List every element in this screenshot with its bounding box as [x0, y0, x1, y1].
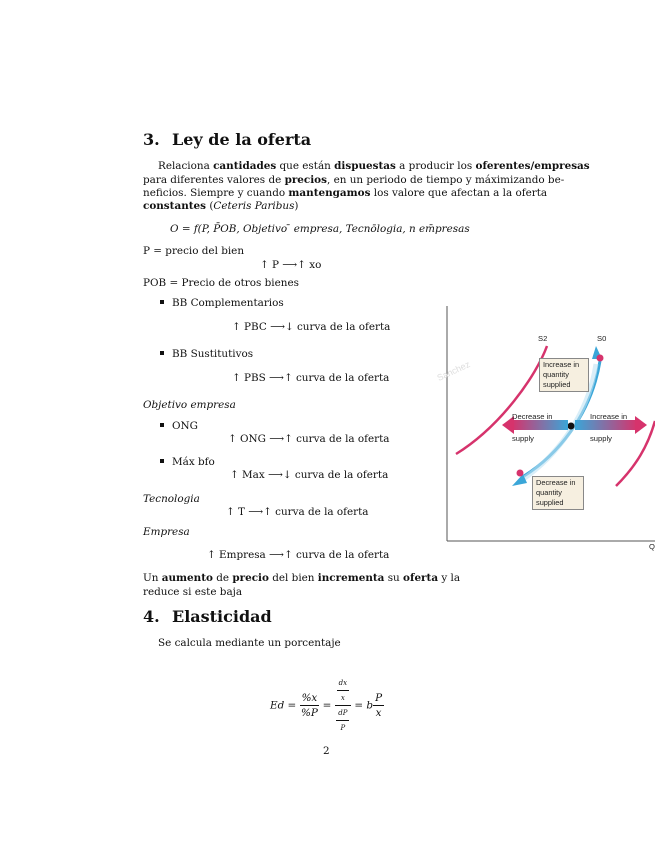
closing-line-2: reduce si este baja — [143, 586, 243, 598]
max-rule: ↑ Max ⟶↓ curva de la oferta — [230, 469, 389, 481]
ong-rule: ↑ ONG ⟶↑ curva de la oferta — [228, 433, 390, 445]
increase-supply-label-1: Increase in — [590, 412, 628, 421]
intro-line-1: Relaciona cantidades que están dispuestas a producir los oferentes/empresas — [158, 160, 590, 172]
decrease-supply-bar — [512, 420, 568, 430]
supply-function-formula: O = f(P, P̄OB, Objetivo ̄ empresa, Tecnōlogia, n em̄presas — [170, 223, 470, 235]
label-s2: S2 — [538, 334, 548, 343]
bullet-sustitutivos: BB Sustitutivos — [160, 347, 253, 361]
pct-fraction: $\frac{\%x}{\%P}$ — [300, 692, 318, 719]
section-4-title: Elasticidad — [172, 607, 272, 626]
bullet-complementarios: BB Complementarios — [160, 296, 284, 310]
intro-line-3: neficios. Siempre y cuando mantengamos los valore que afectan a la oferta — [143, 187, 548, 199]
increase-supply-bar — [575, 420, 637, 430]
other-goods-definition: POB = Precio de otros bienes — [143, 277, 299, 289]
intro-line-2: para diferentes valores de precios, en un periodo de tiempo y máximizando be- — [143, 174, 565, 186]
closing-line-1: Un aumento de precio del bien incrementa su oferta y la — [143, 572, 461, 584]
equilibrium-point — [568, 423, 575, 430]
section-3-title: Ley de la oferta — [172, 130, 312, 149]
derivative-fraction: $\frac{\frac{dx}{x}}{\frac{dP}{P}}$ — [335, 676, 351, 735]
tecnologia-heading: Tecnologia — [143, 493, 200, 505]
supply-shift-figure — [435, 306, 655, 551]
axis-q-label: Q — [649, 542, 655, 551]
bullet-max-bfo: Máx bfo — [160, 455, 215, 469]
supply-diagram — [446, 306, 655, 546]
sustitutivos-rule: ↑ PBS ⟶↑ curva de la oferta — [232, 372, 390, 384]
bullet-ong: ONG — [160, 419, 198, 433]
page-number: 2 — [323, 745, 330, 757]
complementarios-rule: ↑ PBC ⟶↓ curva de la oferta — [232, 321, 391, 333]
section-4-number: 4. — [143, 607, 160, 626]
s0-top-point — [597, 355, 604, 362]
s0-bottom-point — [517, 470, 524, 477]
empresa-heading: Empresa — [143, 526, 190, 538]
increase-supply-label-2: supply — [590, 434, 612, 443]
tecnologia-rule: ↑ T ⟶↑ curva de la oferta — [226, 506, 369, 518]
watermark: Sanchez — [435, 359, 472, 383]
increase-supply-arrowhead — [635, 416, 647, 434]
objetivo-empresa-heading: Objetivo empresa — [143, 399, 236, 411]
section-3-number: 3. — [143, 130, 160, 149]
price-rule: ↑ P ⟶↑ xo — [260, 259, 322, 271]
section-4-intro: Se calcula mediante un porcentaje — [158, 637, 341, 649]
increase-quantity-supplied-box: Increase in quantity supplied — [539, 358, 589, 392]
elasticity-formula: Ed = $\frac{\%x}{\%P}$ = $\frac{\frac{dx}{x}}{\frac{dP}{P}}$ = b $\frac{P}{x}$ — [270, 676, 384, 735]
empresa-rule: ↑ Empresa ⟶↑ curva de la oferta — [207, 549, 390, 561]
decrease-supply-label-1: Decrease in — [512, 412, 553, 421]
label-s0: S0 — [597, 334, 607, 343]
price-definition: P = precio del bien — [143, 245, 245, 257]
decrease-quantity-supplied-box: Decrease in quantity supplied — [532, 476, 584, 510]
decrease-supply-label-2: supply — [512, 434, 534, 443]
intro-line-4: constantes (Ceteris Paribus) — [143, 200, 299, 212]
